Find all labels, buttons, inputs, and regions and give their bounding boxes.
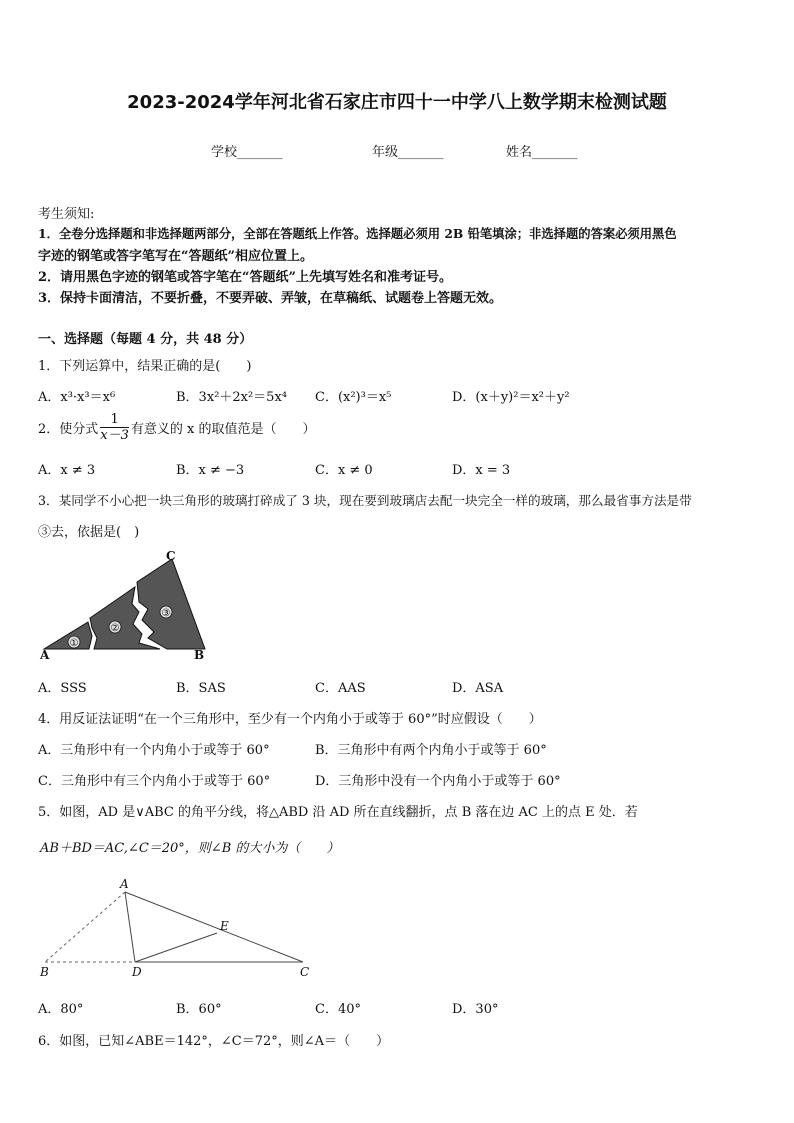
q3-option-b: B．SAS [176, 681, 226, 696]
grade-field: 年级_______ [372, 145, 444, 160]
q3-piece-3-label: ③ [161, 608, 171, 619]
q3-piece-1-label: ① [69, 638, 79, 649]
q4-option-a: A．三角形中有一个内角小于或等于 60° [38, 743, 270, 758]
q1-option-b: B．3x²＋2x²＝5x⁴ [176, 390, 287, 405]
q3-option-d: D．ASA [452, 681, 504, 696]
q4-option-d: D．三角形中没有一个内角小于或等于 60° [315, 774, 561, 789]
q3-piece-1 [44, 622, 92, 649]
q5-vertex-b-label: B [40, 965, 49, 979]
q3-stem-line-1: 3．某同学不小心把一块三角形的玻璃打碎成了 3 块，现在要到玻璃店去配一块完全一样的玻璃，那么最省事方法是带 [38, 493, 692, 508]
q5-segment-ac [125, 892, 303, 962]
q2-numerator: 1 [100, 412, 129, 428]
section-heading: 一、选择题（每题 4 分，共 48 分） [38, 332, 253, 347]
q5-vertex-d-label: D [132, 965, 142, 979]
q5-option-c: C．40° [315, 1002, 361, 1017]
q5-option-b: B．60° [176, 1002, 222, 1017]
name-field: 姓名_______ [506, 145, 578, 160]
q1-option-a: A．x³·x³＝x⁶ [38, 390, 116, 405]
q5-option-a: A．80° [38, 1002, 84, 1017]
q5-vertex-c-label: C [300, 965, 310, 979]
q1-stem: 1．下列运算中，结果正确的是( ) [38, 359, 252, 374]
page-title: 2023-2024学年河北省石家庄市四十一中学八上数学期末检测试题 [127, 92, 667, 113]
q3-vertex-a-label: A [40, 648, 50, 662]
q4-stem: 4．用反证法证明“在一个三角形中，至少有一个内角小于或等于 60°”时应假设（ ） [38, 712, 542, 727]
q3-option-c: C．AAS [315, 681, 366, 696]
q3-piece-3 [137, 559, 205, 649]
notice-line-1a: 1．全卷分选择题和非选择题两部分，全部在答题纸上作答。选择题必须用 2B 铅笔填涂；非选择题的答案必须用黑色 [38, 226, 677, 241]
q3-vertex-b-label: B [194, 648, 205, 662]
q4-option-c: C．三角形中有三个内角小于或等于 60° [38, 774, 271, 789]
school-field: 学校_______ [211, 145, 283, 160]
q2-stem-pre: 2．使分式 [38, 422, 99, 437]
q5-segment-ad [125, 892, 135, 962]
q2-option-a: A．x ≠ 3 [38, 463, 96, 478]
q5-vertex-e-label: E [220, 919, 229, 933]
q2-fraction [100, 412, 129, 443]
q2-stem [38, 412, 316, 443]
q3-stem-line-2: ③去，依据是( ) [38, 525, 140, 540]
q2-denominator: x－3 [100, 428, 129, 443]
q5-segment-de [135, 933, 217, 962]
q5-option-d: D．30° [452, 1002, 499, 1017]
notice-line-3: 3．保持卡面清洁，不要折叠，不要弄破、弄皱，在草稿纸、试题卷上答题无效。 [38, 291, 503, 306]
q4-option-b: B．三角形中有两个内角小于或等于 60° [315, 743, 547, 758]
q5-stem-line-1: 5．如图，AD 是∨ABC 的角平分线，将△ABD 沿 AD 所在直线翻折，点 B 落在边 AC 上的点 E 处．若 [38, 805, 638, 820]
q2-stem-post: 有意义的 x 的取值范是（ ） [130, 422, 316, 437]
q3-vertex-c-label: C [166, 549, 176, 563]
q5-triangle-figure [36, 872, 326, 982]
notice-line-2: 2．请用黑色字迹的钢笔或答字笔在“答题纸”上先填写姓名和准考证号。 [38, 270, 453, 285]
q2-option-b: B．x ≠ −3 [176, 463, 245, 478]
q5-vertex-a-label: A [120, 877, 129, 891]
q1-option-d: D．(x＋y)²＝x²＋y² [452, 390, 570, 405]
q3-broken-triangle-figure [36, 546, 216, 666]
q2-option-d: D．x = 3 [452, 463, 511, 478]
q6-stem: 6．如图，已知∠ABE＝142°，∠C＝72°，则∠A＝（ ） [38, 1034, 390, 1049]
q5-segment-ab-dashed [45, 892, 125, 962]
q1-option-c: C．(x²)³＝x⁵ [315, 390, 392, 405]
q2-option-c: C．x ≠ 0 [315, 463, 373, 478]
q3-piece-2-label: ② [110, 623, 120, 634]
q3-option-a: A．SSS [38, 681, 87, 696]
q5-stem-line-2: AB＋BD＝AC,∠C＝20°，则∠B 的大小为（ ） [40, 841, 340, 856]
notice-heading: 考生须知: [38, 207, 95, 222]
notice-line-1b: 字迹的钢笔或答字笔写在“答题纸”相应位置上。 [38, 249, 313, 264]
